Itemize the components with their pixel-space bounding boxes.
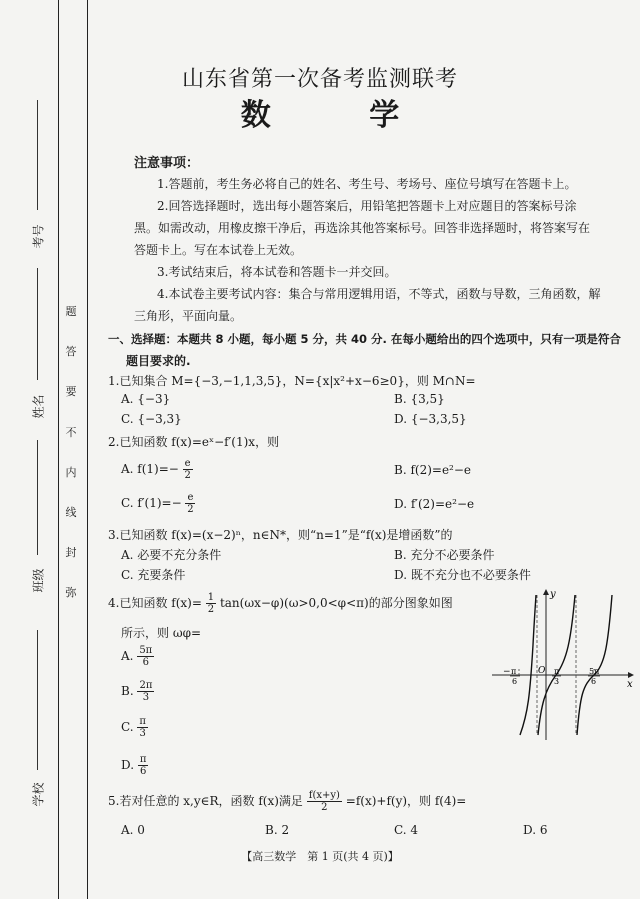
option-a xyxy=(121,458,193,481)
school-blank xyxy=(37,630,39,770)
fraction xyxy=(137,680,154,703)
seal-char: 线 xyxy=(65,506,77,519)
seal-char: 答 xyxy=(65,345,77,358)
note-item: 2.回答选择题时，选出每小题答案后，用铅笔把答题卡上对应题目的答案标号涂 xyxy=(157,199,577,213)
seal-char: 要 xyxy=(65,385,77,398)
fraction xyxy=(137,645,154,668)
option-a: A. 0 xyxy=(121,823,145,837)
option-d: D. 既不充分也不必要条件 xyxy=(394,568,531,582)
option-d: D. 6 xyxy=(523,823,548,837)
note-item: 1.答题前，考生务必将自己的姓名、考生号、考场号、座位号填写在答题卡上。 xyxy=(157,177,577,191)
option-a: A. {−3} xyxy=(121,392,171,406)
note-item: 3.考试结束后，将本试卷和答题卡一并交回。 xyxy=(157,265,397,279)
note-item: 黑。如需改动，用橡皮擦干净后，再选涂其他答案标号。回答非选择题时，将答案写在 xyxy=(134,221,591,235)
axis-label-y: y xyxy=(550,589,556,600)
option-label: B. xyxy=(121,684,134,698)
option-label: C. xyxy=(121,720,134,734)
question-stem: 2.已知函数 f(x)=eˣ−f′(1)x，则 xyxy=(108,435,280,449)
note-item: 4.本试卷主要考试内容：集合与常用逻辑用语，不等式，函数与导数，三角函数，解 xyxy=(157,287,601,301)
fraction-numerator: 1 xyxy=(207,592,215,603)
fraction xyxy=(183,458,193,481)
option-c: C. 4 xyxy=(394,823,419,837)
stem-text: tan(ωx−φ)(ω>0,0<φ<π)的部分图象如图 xyxy=(219,596,453,610)
label-school: 学校 xyxy=(31,782,46,807)
fraction xyxy=(185,492,195,515)
fraction-numerator: 2π xyxy=(139,680,153,691)
option-label: A. xyxy=(121,649,134,663)
binding-line-outer xyxy=(58,0,59,899)
fraction-denominator: 6 xyxy=(142,657,149,668)
option-d xyxy=(121,754,148,777)
origin-label: O xyxy=(538,666,546,676)
fraction-denominator: 2 xyxy=(184,470,191,481)
label-name: 姓名 xyxy=(31,394,46,419)
seal-char: 封 xyxy=(65,546,77,559)
stem-text: 5.若对任意的 x,y∈R，函数 f(x)满足 xyxy=(108,794,303,808)
seal-char: 题 xyxy=(65,305,77,318)
fraction-denominator: 6 xyxy=(139,766,147,777)
option-b: B. f(2)=e²−e xyxy=(394,463,472,477)
note-item: 三角形，平面向量。 xyxy=(134,309,243,323)
curve-branch xyxy=(538,595,575,735)
option-b: B. 充分不必要条件 xyxy=(394,548,495,562)
option-c: C. {−3,3} xyxy=(121,412,182,426)
fraction xyxy=(206,592,216,615)
option-a: A. 必要不充分条件 xyxy=(121,548,222,562)
exam-title: 山东省第一次备考监测联考 xyxy=(181,67,458,92)
question-stem-cont: 所示，则 ωφ= xyxy=(121,626,202,640)
question-stem: 3.已知函数 f(x)=(x−2)ⁿ，n∈N*，则“n=1”是“f(x)是增函数”的 xyxy=(108,528,453,542)
question-stem xyxy=(108,790,466,813)
stem-text: 4.已知函数 f(x)= xyxy=(108,596,202,610)
tick-sign: − xyxy=(503,667,511,677)
subject-title: 数 学 xyxy=(240,98,444,133)
label-class: 班级 xyxy=(31,568,46,593)
tick-numerator: 5π xyxy=(589,667,600,676)
fraction-numerator: e xyxy=(187,492,194,503)
option-c-text: C. f′(1)=− xyxy=(121,496,182,510)
fraction xyxy=(137,716,148,739)
note-item: 答题卡上。写在本试卷上无效。 xyxy=(134,243,303,257)
option-d: D. {−3,3,5} xyxy=(394,412,467,426)
fraction-denominator: 2 xyxy=(187,504,194,515)
tick-numerator: π xyxy=(511,667,517,676)
fraction-numerator: π xyxy=(139,754,147,765)
option-b xyxy=(121,680,154,703)
tick-denominator: 6 xyxy=(591,677,597,686)
seal-char: 弥 xyxy=(65,586,77,599)
tangent-graph xyxy=(490,585,638,743)
option-c: C. 充要条件 xyxy=(121,568,186,582)
fraction-numerator: π xyxy=(139,716,146,727)
question-stem: 1.已知集合 M={−3,−1,1,3,5}，N={x|x²+x−6≥0}，则 M∩N= xyxy=(108,374,476,388)
fraction xyxy=(138,754,149,777)
page-footer: 【高三数学 第 1 页(共 4 页)】 xyxy=(241,850,399,863)
option-a-text: A. f(1)=− xyxy=(121,462,179,476)
tick-denominator: 6 xyxy=(512,677,518,686)
label-exam-number: 考号 xyxy=(31,224,46,249)
fraction-numerator: 5π xyxy=(139,645,153,656)
option-b: B. {3,5} xyxy=(394,392,445,406)
notes-heading: 注意事项： xyxy=(134,156,200,171)
option-d: D. f′(2)=e²−e xyxy=(394,497,475,511)
curve-branch xyxy=(520,595,536,735)
section-heading-cont: 题目要求的. xyxy=(126,354,191,368)
fraction-numerator: f(x+y) xyxy=(308,790,340,801)
option-c xyxy=(121,716,148,739)
binding-line-inner xyxy=(87,0,88,899)
option-b: B. 2 xyxy=(265,823,290,837)
question-stem xyxy=(108,592,453,615)
fraction xyxy=(307,790,342,813)
seal-char: 不 xyxy=(65,426,77,439)
class-blank xyxy=(37,440,39,555)
fraction-denominator: 2 xyxy=(207,604,215,615)
tick-denominator: 3 xyxy=(554,677,560,686)
axis-label-x: x xyxy=(627,679,633,690)
name-blank xyxy=(37,268,39,380)
seal-char: 内 xyxy=(65,466,77,479)
tick-numerator: π xyxy=(554,667,560,676)
fraction-numerator: e xyxy=(184,458,191,469)
section-heading: 一、选择题：本题共 8 小题，每小题 5 分，共 40 分. 在每小题给出的四个选项中，只有一项是符合 xyxy=(108,332,621,346)
curve-branch xyxy=(577,595,612,735)
option-a xyxy=(121,645,154,668)
option-label: D. xyxy=(121,758,135,772)
stem-text: =f(x)+f(y)，则 f(4)= xyxy=(345,794,467,808)
fraction-denominator: 3 xyxy=(142,692,150,703)
fraction-denominator: 3 xyxy=(139,728,146,739)
option-c xyxy=(121,492,195,515)
fraction-denominator: 2 xyxy=(321,802,328,813)
